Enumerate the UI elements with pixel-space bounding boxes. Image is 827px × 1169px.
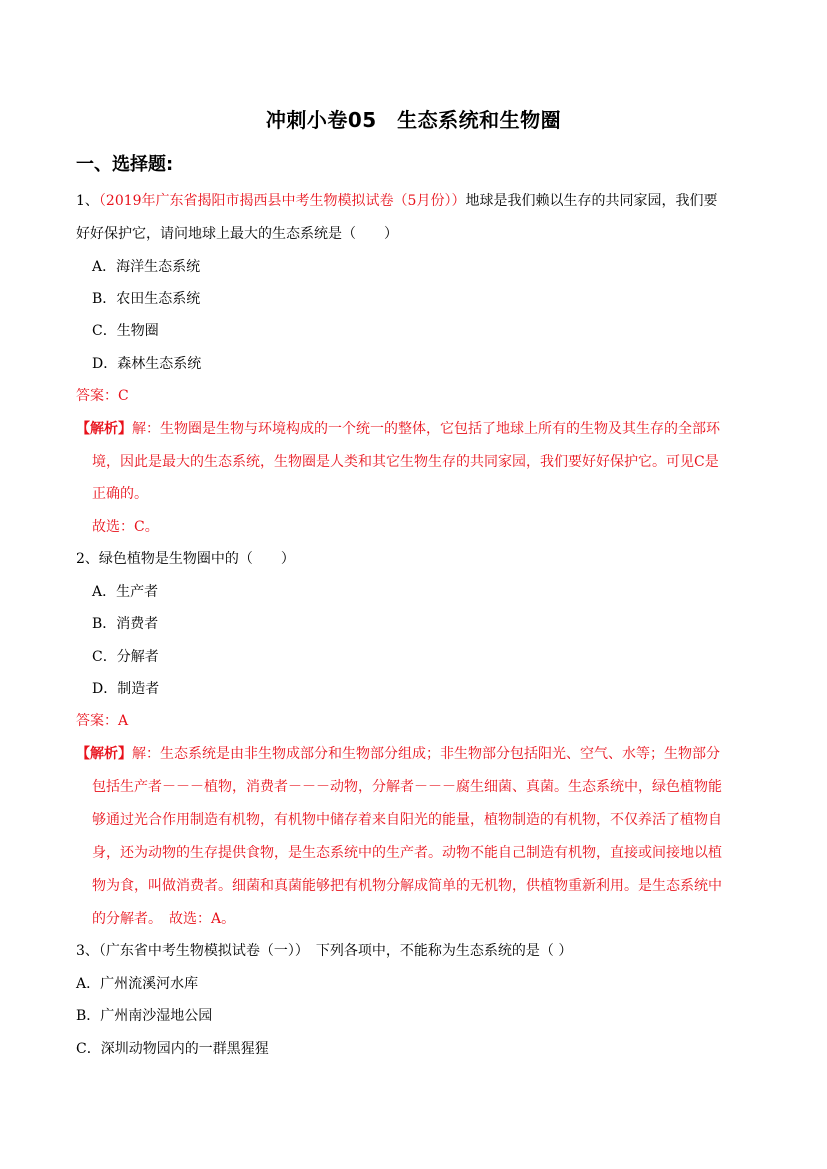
question-2-option-c: C．分解者 xyxy=(92,649,159,665)
question-2-stem-text: 绿色植物是生物圈中的（ ） xyxy=(98,551,295,567)
question-2-option-d: D．制造者 xyxy=(92,681,160,697)
question-3-option-a: A．广州流溪河水库 xyxy=(76,976,199,992)
question-1-option-d: D．森林生态系统 xyxy=(92,356,202,372)
question-1-answer: 答案：C xyxy=(76,388,129,404)
question-2-analysis-line-1 xyxy=(76,744,720,764)
question-3-option-b: B．广州南沙湿地公园 xyxy=(76,1008,213,1024)
question-1-analysis-line-4: 故选：C。 xyxy=(92,519,159,535)
question-2-analysis-line-6: 的分解者。 故选：A。 xyxy=(92,911,236,927)
question-2-analysis-tag: 【解析】 xyxy=(76,746,132,762)
question-1-option-b: B．农田生态系统 xyxy=(92,291,201,307)
page-title: 冲刺小卷05 生态系统和生物圈 xyxy=(265,108,562,132)
question-3-number: 3、 xyxy=(76,943,99,959)
question-2-analysis-line-2: 包括生产者－－－植物，消费者－－－动物，分解者－－－腐生细菌、真菌。生态系统中，绿色植物能 xyxy=(92,779,722,795)
question-1-analysis-text: 解：生物圈是生物与环境构成的一个统一的整体，它包括了地球上所有的生物及其生存的全部环 xyxy=(132,421,720,437)
question-1-analysis-line-1 xyxy=(76,419,720,439)
question-1-option-a: A．海洋生态系统 xyxy=(92,259,201,275)
question-2-option-a: A．生产者 xyxy=(92,584,159,600)
question-2-analysis-line-5: 物为食，叫做消费者。细菌和真菌能够把有机物分解成简单的无机物，供植物重新利用。是生态系统中 xyxy=(92,878,722,894)
question-2-option-b: B．消费者 xyxy=(92,616,159,632)
question-1-stem-line2: 好好保护它，请问地球上最大的生态系统是（ ） xyxy=(76,226,398,242)
question-1-analysis-line-2: 境，因此是最大的生态系统，生物圈是人类和其它生物生存的共同家园，我们要好好保护它。可见C是 xyxy=(92,454,719,470)
question-1-option-c: C．生物圈 xyxy=(92,323,159,339)
question-2-analysis-line-3: 够通过光合作用制造有机物，有机物中储存着来自阳光的能量，植物制造的有机物，不仅养活了植物自 xyxy=(92,812,722,828)
question-1-source: （2019年广东省揭阳市揭西县中考生物模拟试卷（5月份）） xyxy=(98,193,466,209)
section-heading: 一、选择题: xyxy=(76,154,174,175)
question-3-option-c: C．深圳动物园内的一群黑猩猩 xyxy=(76,1041,269,1057)
question-2-analysis-text: 解：生态系统是由非生物成部分和生物部分组成；非生物部分包括阳光、空气、水等；生物部分 xyxy=(132,746,720,762)
question-1-stem xyxy=(76,191,717,211)
question-1-stem-text: 地球是我们赖以生存的共同家园，我们要 xyxy=(465,193,718,209)
question-3-stem-text: （广东省中考生物模拟试卷（一）） 下列各项中，不能称为生态系统的是（ ） xyxy=(98,943,573,959)
question-3-stem xyxy=(76,941,572,961)
question-2-number: 2、 xyxy=(76,551,99,567)
question-2-analysis-line-4: 身，还为动物的生存提供食物，是生态系统中的生产者。动物不能自己制造有机物，直接或间接地以植 xyxy=(92,845,722,861)
question-2-answer: 答案：A xyxy=(76,713,129,729)
question-1-analysis-line-3: 正确的。 xyxy=(92,486,148,502)
question-1-analysis-tag: 【解析】 xyxy=(76,421,132,437)
question-2-stem xyxy=(76,549,295,569)
question-1-number: 1、 xyxy=(76,193,99,209)
